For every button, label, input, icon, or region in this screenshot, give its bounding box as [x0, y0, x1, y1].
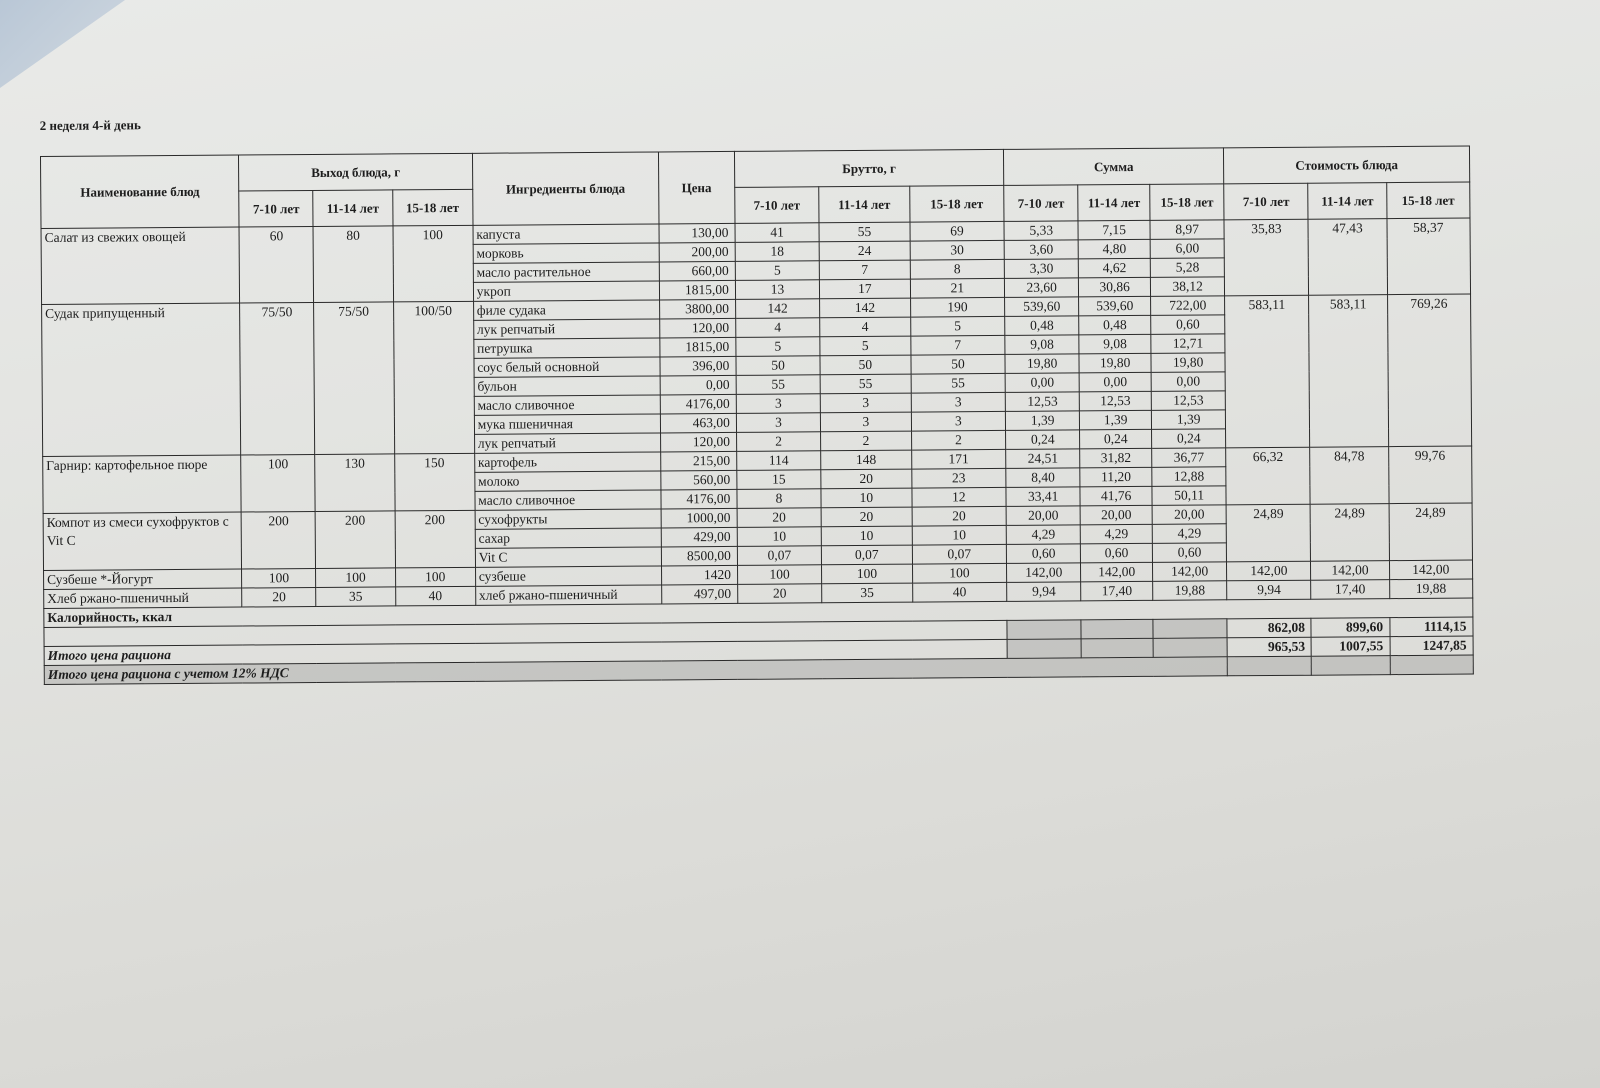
ingredient-brutto: 171	[911, 449, 1006, 469]
header-age: 7-10 лет	[1004, 185, 1078, 222]
ingredient-brutto: 7	[910, 335, 1005, 355]
dish-yield: 200	[316, 511, 396, 569]
ingredient-sum: 142,00	[1007, 563, 1081, 583]
ingredient-sum: 4,80	[1078, 239, 1150, 259]
ingredient-sum: 19,80	[1079, 353, 1151, 373]
ingredient-brutto: 5	[735, 261, 819, 281]
ingredient-brutto: 10	[912, 525, 1007, 545]
ingredient-price: 660,00	[659, 261, 735, 281]
dish-name: Компот из смеси сухофруктов с Vit C	[43, 512, 242, 570]
ingredient-name: молоко	[475, 471, 661, 491]
dish-yield: 100	[393, 225, 474, 302]
ingredient-name: укроп	[473, 281, 659, 301]
ingredient-brutto: 13	[735, 280, 819, 300]
ingredient-brutto: 40	[912, 582, 1007, 602]
dish-cost: 99,76	[1388, 446, 1472, 504]
ingredient-sum: 9,08	[1005, 335, 1079, 355]
ingredient-brutto: 0,07	[822, 545, 913, 565]
ingredient-brutto: 100	[737, 565, 821, 585]
ingredient-brutto: 142	[735, 299, 819, 319]
ingredient-brutto: 100	[912, 563, 1007, 583]
header-dish-name: Наименование блюд	[40, 155, 239, 228]
menu-table-body	[41, 218, 1473, 608]
ingredient-sum: 12,53	[1005, 392, 1079, 412]
ingredient-brutto: 20	[821, 507, 912, 527]
ingredient-name: лук репчатый	[474, 433, 660, 453]
total-vat-value: 1247,85	[1390, 636, 1474, 656]
ingredient-price: 497,00	[661, 584, 737, 604]
header-age: 11-14 лет	[819, 186, 910, 223]
dish-name: Салат из свежих овощей	[41, 227, 240, 304]
dish-yield: 100	[241, 454, 315, 512]
ingredient-sum: 12,88	[1152, 467, 1226, 487]
spacer-cell	[1007, 639, 1081, 659]
dish-cost: 66,32	[1226, 447, 1311, 505]
ingredient-sum: 0,24	[1152, 429, 1226, 449]
ingredient-brutto: 4	[820, 317, 911, 337]
dish-yield: 75/50	[240, 302, 315, 455]
ingredient-sum: 12,71	[1151, 334, 1225, 354]
dish-cost: 58,37	[1387, 218, 1471, 295]
ingredient-sum: 9,08	[1079, 334, 1151, 354]
ingredient-sum: 24,51	[1006, 449, 1080, 469]
dish-cost: 9,94	[1227, 580, 1311, 600]
ingredient-name: соус белый основной	[474, 357, 660, 377]
ingredient-brutto: 23	[911, 468, 1006, 488]
ingredient-price: 130,00	[659, 223, 735, 243]
total-ration-value: 899,60	[1311, 618, 1389, 638]
ingredient-brutto: 20	[737, 508, 821, 528]
ingredient-sum: 19,80	[1005, 354, 1079, 374]
ingredient-name: сузбеше	[475, 566, 661, 586]
dish-cost: 142,00	[1311, 561, 1389, 581]
ingredient-brutto: 2	[911, 430, 1006, 450]
ingredient-price: 3800,00	[659, 299, 735, 319]
ingredient-price: 8500,00	[661, 546, 737, 566]
spacer-cell	[1081, 619, 1153, 639]
totals-section	[44, 598, 1474, 684]
ingredient-sum: 20,00	[1152, 505, 1226, 525]
dish-name: Хлеб ржано-пшеничный	[44, 588, 243, 608]
ingredient-price: 120,00	[660, 432, 736, 452]
ingredient-brutto: 35	[822, 583, 913, 603]
dish-cost: 17,40	[1311, 580, 1389, 600]
total-ration-label: Итого цена рациона	[44, 639, 1007, 665]
dish-cost: 19,88	[1389, 579, 1473, 599]
ingredient-name: морковь	[473, 243, 659, 263]
ingredient-name: масло сливочное	[474, 395, 660, 415]
ingredient-price: 1815,00	[659, 280, 735, 300]
ingredient-sum: 4,29	[1152, 524, 1226, 544]
dish-cost: 142,00	[1227, 561, 1311, 581]
spacer-cell	[1153, 619, 1227, 639]
header-age: 11-14 лет	[1308, 183, 1386, 220]
ingredient-price: 120,00	[659, 318, 735, 338]
ingredient-brutto: 50	[911, 354, 1006, 374]
ingredient-sum: 0,24	[1080, 429, 1152, 449]
ingredient-brutto: 69	[910, 221, 1005, 241]
ingredient-name: петрушка	[474, 338, 660, 358]
ingredient-brutto: 2	[736, 432, 820, 452]
ingredient-brutto: 55	[911, 373, 1006, 393]
dish-yield: 35	[316, 587, 395, 607]
ingredient-sum: 11,20	[1080, 467, 1152, 487]
dish-cost: 769,26	[1387, 294, 1472, 447]
ingredient-brutto: 12	[912, 487, 1007, 507]
ingredient-sum: 0,00	[1151, 372, 1225, 392]
ingredient-brutto: 2	[821, 431, 912, 451]
ingredient-price: 0,00	[660, 375, 736, 395]
ingredient-sum: 4,62	[1078, 258, 1150, 278]
ingredient-sum: 0,00	[1005, 373, 1079, 393]
calories-label: Калорийность, ккал	[44, 598, 1473, 627]
header-age: 15-18 лет	[909, 185, 1004, 222]
ingredient-name: хлеб ржано-пшеничный	[475, 585, 661, 605]
ingredient-brutto: 55	[819, 222, 910, 242]
ingredient-sum: 4,29	[1006, 525, 1080, 545]
dish-cost: 24,89	[1226, 504, 1311, 562]
ingredient-brutto: 20	[912, 506, 1007, 526]
ingredient-sum: 1,39	[1006, 411, 1080, 431]
ingredient-sum: 539,60	[1079, 296, 1151, 316]
ingredient-sum: 9,94	[1007, 582, 1081, 602]
ingredient-brutto: 3	[736, 413, 820, 433]
ingredient-brutto: 3	[736, 394, 820, 414]
ingredient-price: 1420	[661, 565, 737, 585]
dish-yield: 40	[395, 586, 475, 606]
ingredient-brutto: 148	[821, 450, 912, 470]
total-vat-value: 1007,55	[1311, 637, 1389, 657]
ingredient-brutto: 5	[820, 336, 911, 356]
menu-document	[40, 108, 1474, 685]
ingredient-sum: 0,48	[1005, 316, 1079, 336]
ingredient-brutto: 114	[737, 451, 821, 471]
total-ration-value: 1114,15	[1389, 617, 1473, 637]
dish-yield: 100	[316, 568, 395, 588]
dish-yield: 100/50	[393, 301, 474, 454]
ingredient-price: 463,00	[660, 413, 736, 433]
ingredient-brutto: 0,07	[912, 544, 1007, 564]
ingredient-sum: 0,48	[1079, 315, 1151, 335]
dish-cost: 84,78	[1310, 447, 1389, 505]
ingredient-brutto: 3	[820, 393, 911, 413]
ingredient-brutto: 3	[911, 392, 1006, 412]
ingredient-sum: 41,76	[1080, 486, 1152, 506]
ingredient-brutto: 55	[736, 375, 820, 395]
header-brutto: Брутто, г	[734, 149, 1004, 187]
ingredient-brutto: 30	[910, 240, 1005, 260]
ingredient-sum: 17,40	[1081, 581, 1153, 601]
ingredient-name: картофель	[474, 452, 660, 472]
ingredient-brutto: 55	[820, 374, 911, 394]
ingredient-name: масло растительное	[473, 262, 659, 282]
ingredient-brutto: 18	[735, 242, 819, 262]
document-title: 2 неделя 4-й день	[39, 117, 141, 134]
ingredient-sum: 20,00	[1006, 506, 1080, 526]
ingredient-sum: 0,60	[1152, 543, 1226, 563]
ingredient-name: филе судака	[473, 300, 659, 320]
ingredient-sum: 539,60	[1005, 297, 1079, 317]
ingredient-brutto: 142	[820, 298, 911, 318]
ingredient-brutto: 8	[737, 489, 821, 509]
dish-cost: 583,11	[1309, 295, 1388, 448]
total-ration-value: 862,08	[1227, 618, 1311, 638]
ingredient-sum: 30,86	[1079, 277, 1151, 297]
ingredient-sum: 0,60	[1007, 544, 1081, 564]
ingredient-sum: 6,00	[1150, 239, 1224, 259]
ingredient-sum: 19,80	[1151, 353, 1225, 373]
ingredient-sum: 142,00	[1153, 562, 1227, 582]
ingredient-brutto: 3	[911, 411, 1006, 431]
ingredient-brutto: 17	[820, 279, 911, 299]
ingredient-brutto: 100	[822, 564, 913, 584]
ingredient-sum: 33,41	[1006, 487, 1080, 507]
ingredient-price: 429,00	[661, 527, 737, 547]
ingredient-brutto: 50	[736, 356, 820, 376]
ingredient-sum: 0,60	[1151, 315, 1225, 335]
ingredient-brutto: 50	[820, 355, 911, 375]
ingredient-sum: 7,15	[1078, 220, 1150, 240]
ingredient-sum: 1,39	[1152, 410, 1226, 430]
header-yield: Выход блюда, г	[239, 153, 473, 191]
ingredient-sum: 142,00	[1081, 562, 1153, 582]
ingredient-sum: 1,39	[1080, 410, 1152, 430]
dish-cost: 47,43	[1308, 219, 1387, 296]
ingredient-brutto: 20	[738, 584, 822, 604]
header-age: 15-18 лет	[392, 189, 472, 226]
dish-yield: 60	[239, 226, 314, 303]
spacer-cell	[1390, 655, 1474, 675]
ingredient-price: 200,00	[659, 242, 735, 262]
ingredient-price: 560,00	[661, 470, 737, 490]
dish-yield: 20	[242, 587, 316, 607]
ingredient-sum: 0,00	[1079, 372, 1151, 392]
ingredient-price: 4176,00	[661, 489, 737, 509]
ingredient-brutto: 8	[910, 259, 1005, 279]
ingredient-price: 1000,00	[661, 508, 737, 528]
ingredient-sum: 8,40	[1006, 468, 1080, 488]
ingredient-brutto: 190	[910, 297, 1005, 317]
ingredient-price: 215,00	[660, 451, 736, 471]
dish-name: Судак припущенный	[42, 303, 241, 456]
ingredient-name: мука пшеничная	[474, 414, 660, 434]
ingredient-name: сахар	[475, 528, 661, 548]
ingredient-sum: 50,11	[1152, 486, 1226, 506]
dish-name: Гарнир: картофельное пюре	[43, 455, 242, 513]
ingredient-brutto: 10	[821, 526, 912, 546]
ingredient-sum: 12,53	[1079, 391, 1151, 411]
dish-yield: 200	[395, 510, 476, 568]
ingredient-sum: 23,60	[1005, 278, 1079, 298]
total-vat-value: 965,53	[1227, 637, 1311, 657]
ingredient-sum: 38,12	[1151, 277, 1225, 297]
header-age: 7-10 лет	[239, 190, 313, 227]
ingredient-brutto: 41	[735, 223, 819, 243]
ingredient-sum: 19,88	[1153, 581, 1227, 601]
spacer-cell	[1227, 656, 1311, 676]
ingredient-name: капуста	[473, 224, 659, 244]
ingredient-sum: 722,00	[1151, 296, 1225, 316]
ingredient-sum: 3,30	[1004, 259, 1078, 279]
ingredient-price: 396,00	[660, 356, 736, 376]
ingredient-sum: 31,82	[1080, 448, 1152, 468]
ingredient-brutto: 21	[910, 278, 1005, 298]
ingredient-brutto: 4	[736, 318, 820, 338]
ingredient-brutto: 3	[821, 412, 912, 432]
spacer-cell	[1081, 638, 1153, 658]
dish-yield: 150	[394, 453, 475, 511]
ingredient-name: сухофрукты	[475, 509, 661, 529]
ingredient-brutto: 10	[821, 488, 912, 508]
dish-cost: 24,89	[1389, 503, 1473, 561]
dish-cost: 142,00	[1389, 560, 1473, 580]
header-sum: Сумма	[1004, 148, 1224, 186]
header-price: Цена	[658, 151, 735, 224]
dish-cost: 24,89	[1311, 504, 1390, 562]
header-cost: Стоимость блюда	[1224, 146, 1470, 184]
header-age: 15-18 лет	[1150, 184, 1224, 221]
ingredient-sum: 36,77	[1152, 448, 1226, 468]
header-age: 15-18 лет	[1386, 182, 1470, 219]
header-ingredients: Ингредиенты блюда	[472, 152, 659, 225]
ingredient-brutto: 5	[910, 316, 1005, 336]
dish-yield: 130	[315, 454, 395, 512]
ingredient-sum: 5,33	[1004, 221, 1078, 241]
ingredient-price: 1815,00	[660, 337, 736, 357]
menu-cost-table	[40, 146, 1474, 685]
ingredient-sum: 8,97	[1150, 220, 1224, 240]
ingredient-sum: 20,00	[1080, 505, 1152, 525]
header-age: 11-14 лет	[313, 190, 392, 227]
dish-yield: 80	[313, 226, 393, 303]
dish-yield: 200	[241, 511, 315, 569]
header-age: 7-10 лет	[1224, 183, 1309, 220]
ingredient-brutto: 5	[736, 337, 820, 357]
spacer-cell	[1312, 656, 1390, 676]
ingredient-sum: 0,60	[1081, 543, 1153, 563]
ingredient-price: 4176,00	[660, 394, 736, 414]
dish-yield: 100	[242, 568, 316, 588]
dish-yield: 75/50	[314, 302, 394, 455]
dish-cost: 583,11	[1225, 295, 1310, 448]
ingredient-brutto: 7	[819, 260, 910, 280]
ingredient-sum: 5,28	[1150, 258, 1224, 278]
ingredient-brutto: 20	[821, 469, 912, 489]
total-vat-label: Итого цена рациона с учетом 12% НДС	[44, 657, 1227, 685]
ingredient-name: Vit C	[475, 547, 661, 567]
ingredient-brutto: 10	[737, 527, 821, 547]
dish-name: Сузбеше *-Йогурт	[44, 569, 243, 589]
ingredient-brutto: 24	[819, 241, 910, 261]
dish-yield: 100	[395, 567, 475, 587]
spacer-cell	[1007, 620, 1081, 640]
ingredient-sum: 3,60	[1004, 240, 1078, 260]
header-age: 11-14 лет	[1078, 184, 1150, 221]
ingredient-name: лук репчатый	[473, 319, 659, 339]
header-age: 7-10 лет	[735, 187, 820, 224]
ingredient-brutto: 15	[737, 470, 821, 490]
ingredient-sum: 0,24	[1006, 430, 1080, 450]
spacer-cell	[1153, 638, 1227, 658]
ingredient-name: масло сливочное	[475, 490, 661, 510]
ingredient-name: бульон	[474, 376, 660, 396]
ingredient-brutto: 0,07	[737, 546, 821, 566]
ingredient-sum: 12,53	[1151, 391, 1225, 411]
dish-cost: 35,83	[1224, 219, 1309, 296]
ingredient-sum: 4,29	[1080, 524, 1152, 544]
